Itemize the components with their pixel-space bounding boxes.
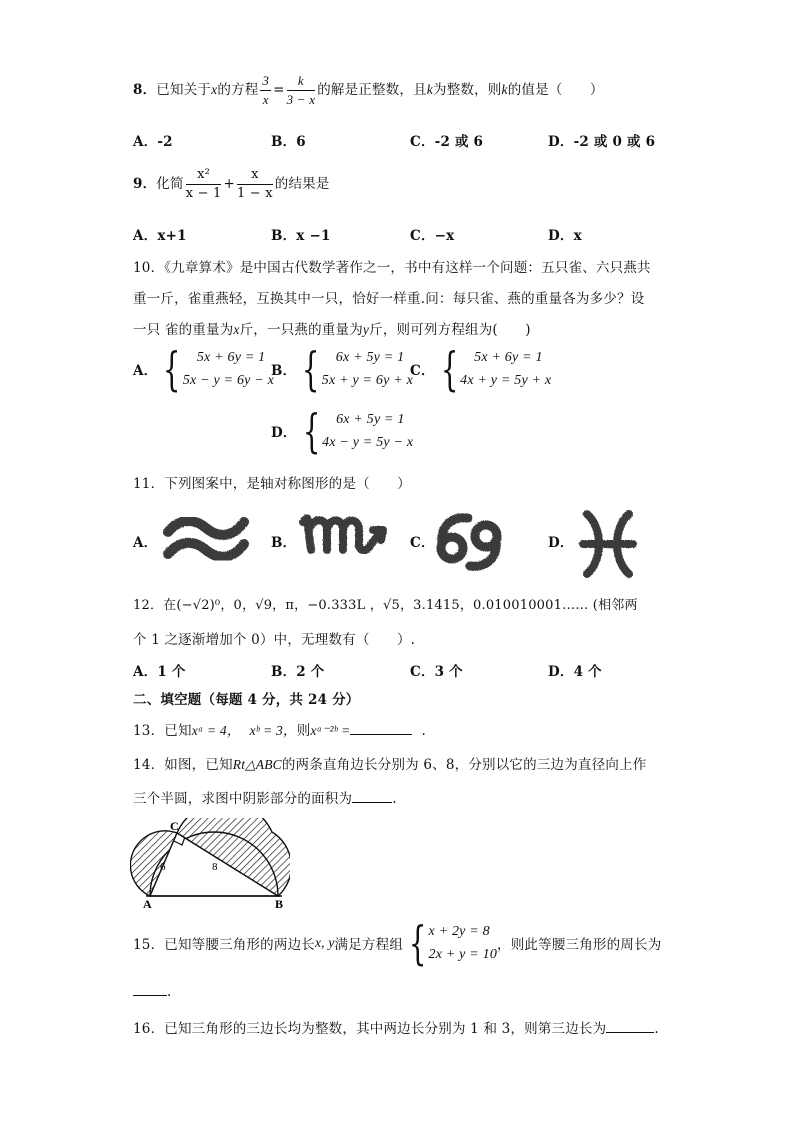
q10-option-b-system: { 6x + 5y = 1 5x + y = 6y + x <box>302 342 413 396</box>
question-13: 13．已知xᵃ = 4， xᵇ = 3，则xᵃ⁻²ᵇ = . <box>133 723 426 739</box>
q14-semicircle-figure <box>130 818 290 910</box>
q14-answer-blank[interactable] <box>352 802 392 803</box>
q12-option-a: A．1 个 <box>133 664 186 680</box>
q10-option-d-system: { 6x + 5y = 1 4x − y = 5y − x <box>302 404 414 458</box>
label-b: B <box>275 897 284 910</box>
q8-option-a: A．-2 <box>133 134 173 150</box>
q9-option-c: C．−x <box>410 228 455 244</box>
q15-answer-line: . <box>133 984 172 1000</box>
label-c: C <box>170 819 179 833</box>
question-8: 8．已知关于x的方程 $\frac{3}{x}$ = $\frac{k}{3 - x}$ 的解是正整数，且k为整数，则k的值是（ ） <box>133 73 604 107</box>
q8-fraction-2: $\frac{k}{3 - x}$ <box>286 73 316 107</box>
q11-label-c: C． <box>410 535 435 551</box>
q14-line-1: 14．如图，已知Rt△ABC的两条直角边长分别为 6、8，分别以它的三边为直径向上作 <box>133 757 647 773</box>
q12-option-b: B．2 个 <box>271 664 325 680</box>
q10-line-2: 重一斤，雀重燕轻，互换其中一只，恰好一样重.问：每只雀、燕的重量各为多少？设 <box>133 291 645 307</box>
q11-label-d: D． <box>548 535 574 551</box>
q9-option-a: A．x+1 <box>133 228 187 244</box>
q12-line-2: 个 1 之逐渐增加个 0）中，无理数有（ ）. <box>133 632 416 648</box>
q11-label-b: B． <box>271 535 297 551</box>
q10-line-3: 一只 雀的重量为x斤，一只燕的重量为y斤，则可列方程组为( ) <box>133 322 531 338</box>
q8-fraction-1: $\frac{3}{x}$ <box>262 73 270 107</box>
waves-symbol-icon <box>160 508 252 568</box>
q12-line-1: 12．在(−√2)⁰，0，√9，π，−0.333L ，√5，3.1415，0.010010001…… (相邻两 <box>133 598 638 613</box>
q11-text: 11．下列图案中，是轴对称图形的是（ ） <box>133 476 411 492</box>
question-15: 15．已知等腰三角形的两边长x, y满足方程组 { x + 2y = 8 2x + y = 10 ，则此等腰三角形的周长为 <box>133 916 662 970</box>
question-9: 9．化简 $\frac{\text{x²}}{x - 1}$ + $\frac{x}{1 - x}$ 的结果是 <box>133 167 330 201</box>
q9-fraction-1: $\frac{\text{x²}}{x - 1}$ <box>185 167 222 201</box>
q8-pre: 已知关于 <box>156 82 212 98</box>
q10-option-c-system: { 5x + 6y = 1 4x + y = 5y + x <box>440 342 552 396</box>
q12-option-c: C．3 个 <box>410 664 463 680</box>
q8-option-b: B．6 <box>271 134 306 150</box>
q12-option-d: D．4 个 <box>548 664 602 680</box>
q15-equation-system: { x + 2y = 8 2x + y = 10 <box>408 916 498 970</box>
q10-option-c: C． { 5x + 6y = 1 4x + y = 5y + x <box>410 342 552 396</box>
q16-answer-blank[interactable] <box>606 1032 654 1033</box>
brace-icon: { <box>440 342 459 396</box>
q9-option-d: D．x <box>548 228 582 244</box>
q10-option-b: B． { 6x + 5y = 1 5x + y = 6y + x <box>271 342 413 396</box>
q10-line-1: 10．《九章算术》是中国古代数学著作之一，书中有这样一个问题：五只雀、六只燕共 <box>133 260 651 276</box>
question-16: 16．已知三角形的三边长均为整数，其中两边长分别为 1 和 3，则第三边长为 . <box>133 1021 659 1037</box>
q10-option-d: D． { 6x + 5y = 1 4x − y = 5y − x <box>271 404 414 458</box>
q15-answer-blank[interactable] <box>133 995 167 996</box>
scorpio-symbol-icon <box>297 510 387 560</box>
cancer-symbol-icon <box>430 508 510 574</box>
label-side-6: 6 <box>160 861 166 873</box>
brace-icon: { <box>302 342 320 396</box>
q8-number: 8． <box>133 82 157 98</box>
q14-line-2: 三个半圆，求图中阴影部分的面积为 . <box>133 791 397 807</box>
q8-mid: 的方程 <box>217 82 259 98</box>
q9-fraction-2: $\frac{x}{1 - x}$ <box>236 167 273 201</box>
q8-equals: = <box>273 82 285 98</box>
q9-option-b: B．x −1 <box>271 228 331 244</box>
q8-option-d: D．-2 或 0 或 6 <box>548 134 656 150</box>
brace-icon: { <box>408 916 427 970</box>
brace-icon: { <box>163 342 181 396</box>
label-side-8: 8 <box>212 861 218 873</box>
q10-option-a: A． { 5x + 6y = 1 5x − y = 6y − x <box>133 342 275 396</box>
q8-option-c: C．-2 或 6 <box>410 134 484 150</box>
section-2-heading: 二、填空题（每题 4 分，共 24 分） <box>133 692 360 708</box>
q8-var-x: x <box>211 82 218 97</box>
label-a: A <box>143 897 152 910</box>
q11-label-a: A． <box>133 535 158 551</box>
q13-answer-blank[interactable] <box>350 734 412 735</box>
q10-option-a-system: { 5x + 6y = 1 5x − y = 6y − x <box>163 342 275 396</box>
brace-icon: { <box>302 404 321 458</box>
q8-post-1: 的解是正整数，且 <box>317 82 427 98</box>
pisces-symbol-icon <box>575 508 641 580</box>
